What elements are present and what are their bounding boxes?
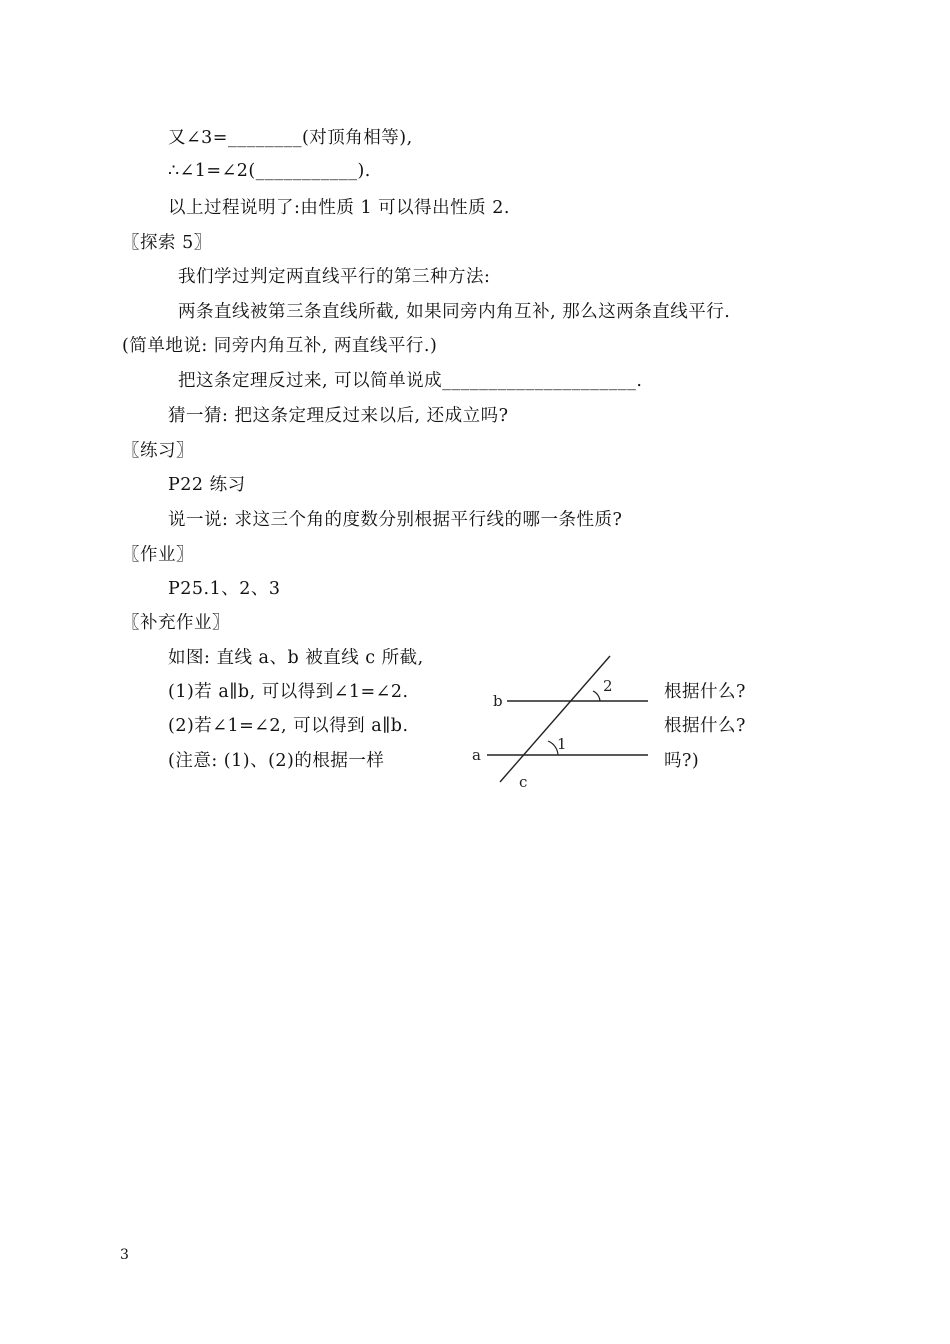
text-line: 两条直线被第三条直线所截, 如果同旁内角互补, 那么这两条直线平行. xyxy=(178,302,731,322)
text-line: 把这条定理反过来, 可以简单说成_____________________. xyxy=(178,371,643,391)
text-line: 我们学过判定两直线平行的第三种方法: xyxy=(178,267,491,287)
text-line: (1)若 a∥b, 可以得到∠1=∠2. xyxy=(168,682,409,702)
parallel-lines-figure xyxy=(465,650,665,800)
text-line: ∴∠1=∠2(___________). xyxy=(168,161,371,181)
text-line: (简单地说: 同旁内角互补, 两直线平行.) xyxy=(122,336,438,356)
section-heading: 〖作业〗 xyxy=(122,545,194,565)
angle-2-arc xyxy=(593,691,600,701)
label-2: 2 xyxy=(603,677,613,695)
text-line: 如图: 直线 a、b 被直线 c 所截, xyxy=(168,648,424,668)
text-line: P25.1、2、3 xyxy=(168,579,281,599)
text-line: 猜一猜: 把这条定理反过来以后, 还成立吗? xyxy=(168,406,509,426)
text-line: (2)若∠1=∠2, 可以得到 a∥b. xyxy=(168,716,409,736)
text-line: (注意: (1)、(2)的根据一样 xyxy=(168,751,385,771)
page-number: 3 xyxy=(120,1247,129,1263)
label-1: 1 xyxy=(557,735,567,753)
text-line: 根据什么? xyxy=(664,682,746,702)
text-line: 以上过程说明了:由性质 1 可以得出性质 2. xyxy=(168,198,510,218)
text-line: 根据什么? xyxy=(664,716,746,736)
label-a: a xyxy=(472,746,481,764)
label-b: b xyxy=(493,692,503,710)
section-heading: 〖练习〗 xyxy=(122,441,194,461)
section-heading: 〖探索 5〗 xyxy=(122,233,212,253)
section-heading: 〖补充作业〗 xyxy=(122,613,230,633)
line-c xyxy=(500,656,610,782)
text-line: 吗?) xyxy=(664,751,700,771)
text-line: 说一说: 求这三个角的度数分别根据平行线的哪一条性质? xyxy=(168,510,623,530)
label-c: c xyxy=(519,773,528,791)
text-line: 又∠3=________(对顶角相等), xyxy=(168,128,413,148)
text-line: P22 练习 xyxy=(168,475,246,495)
